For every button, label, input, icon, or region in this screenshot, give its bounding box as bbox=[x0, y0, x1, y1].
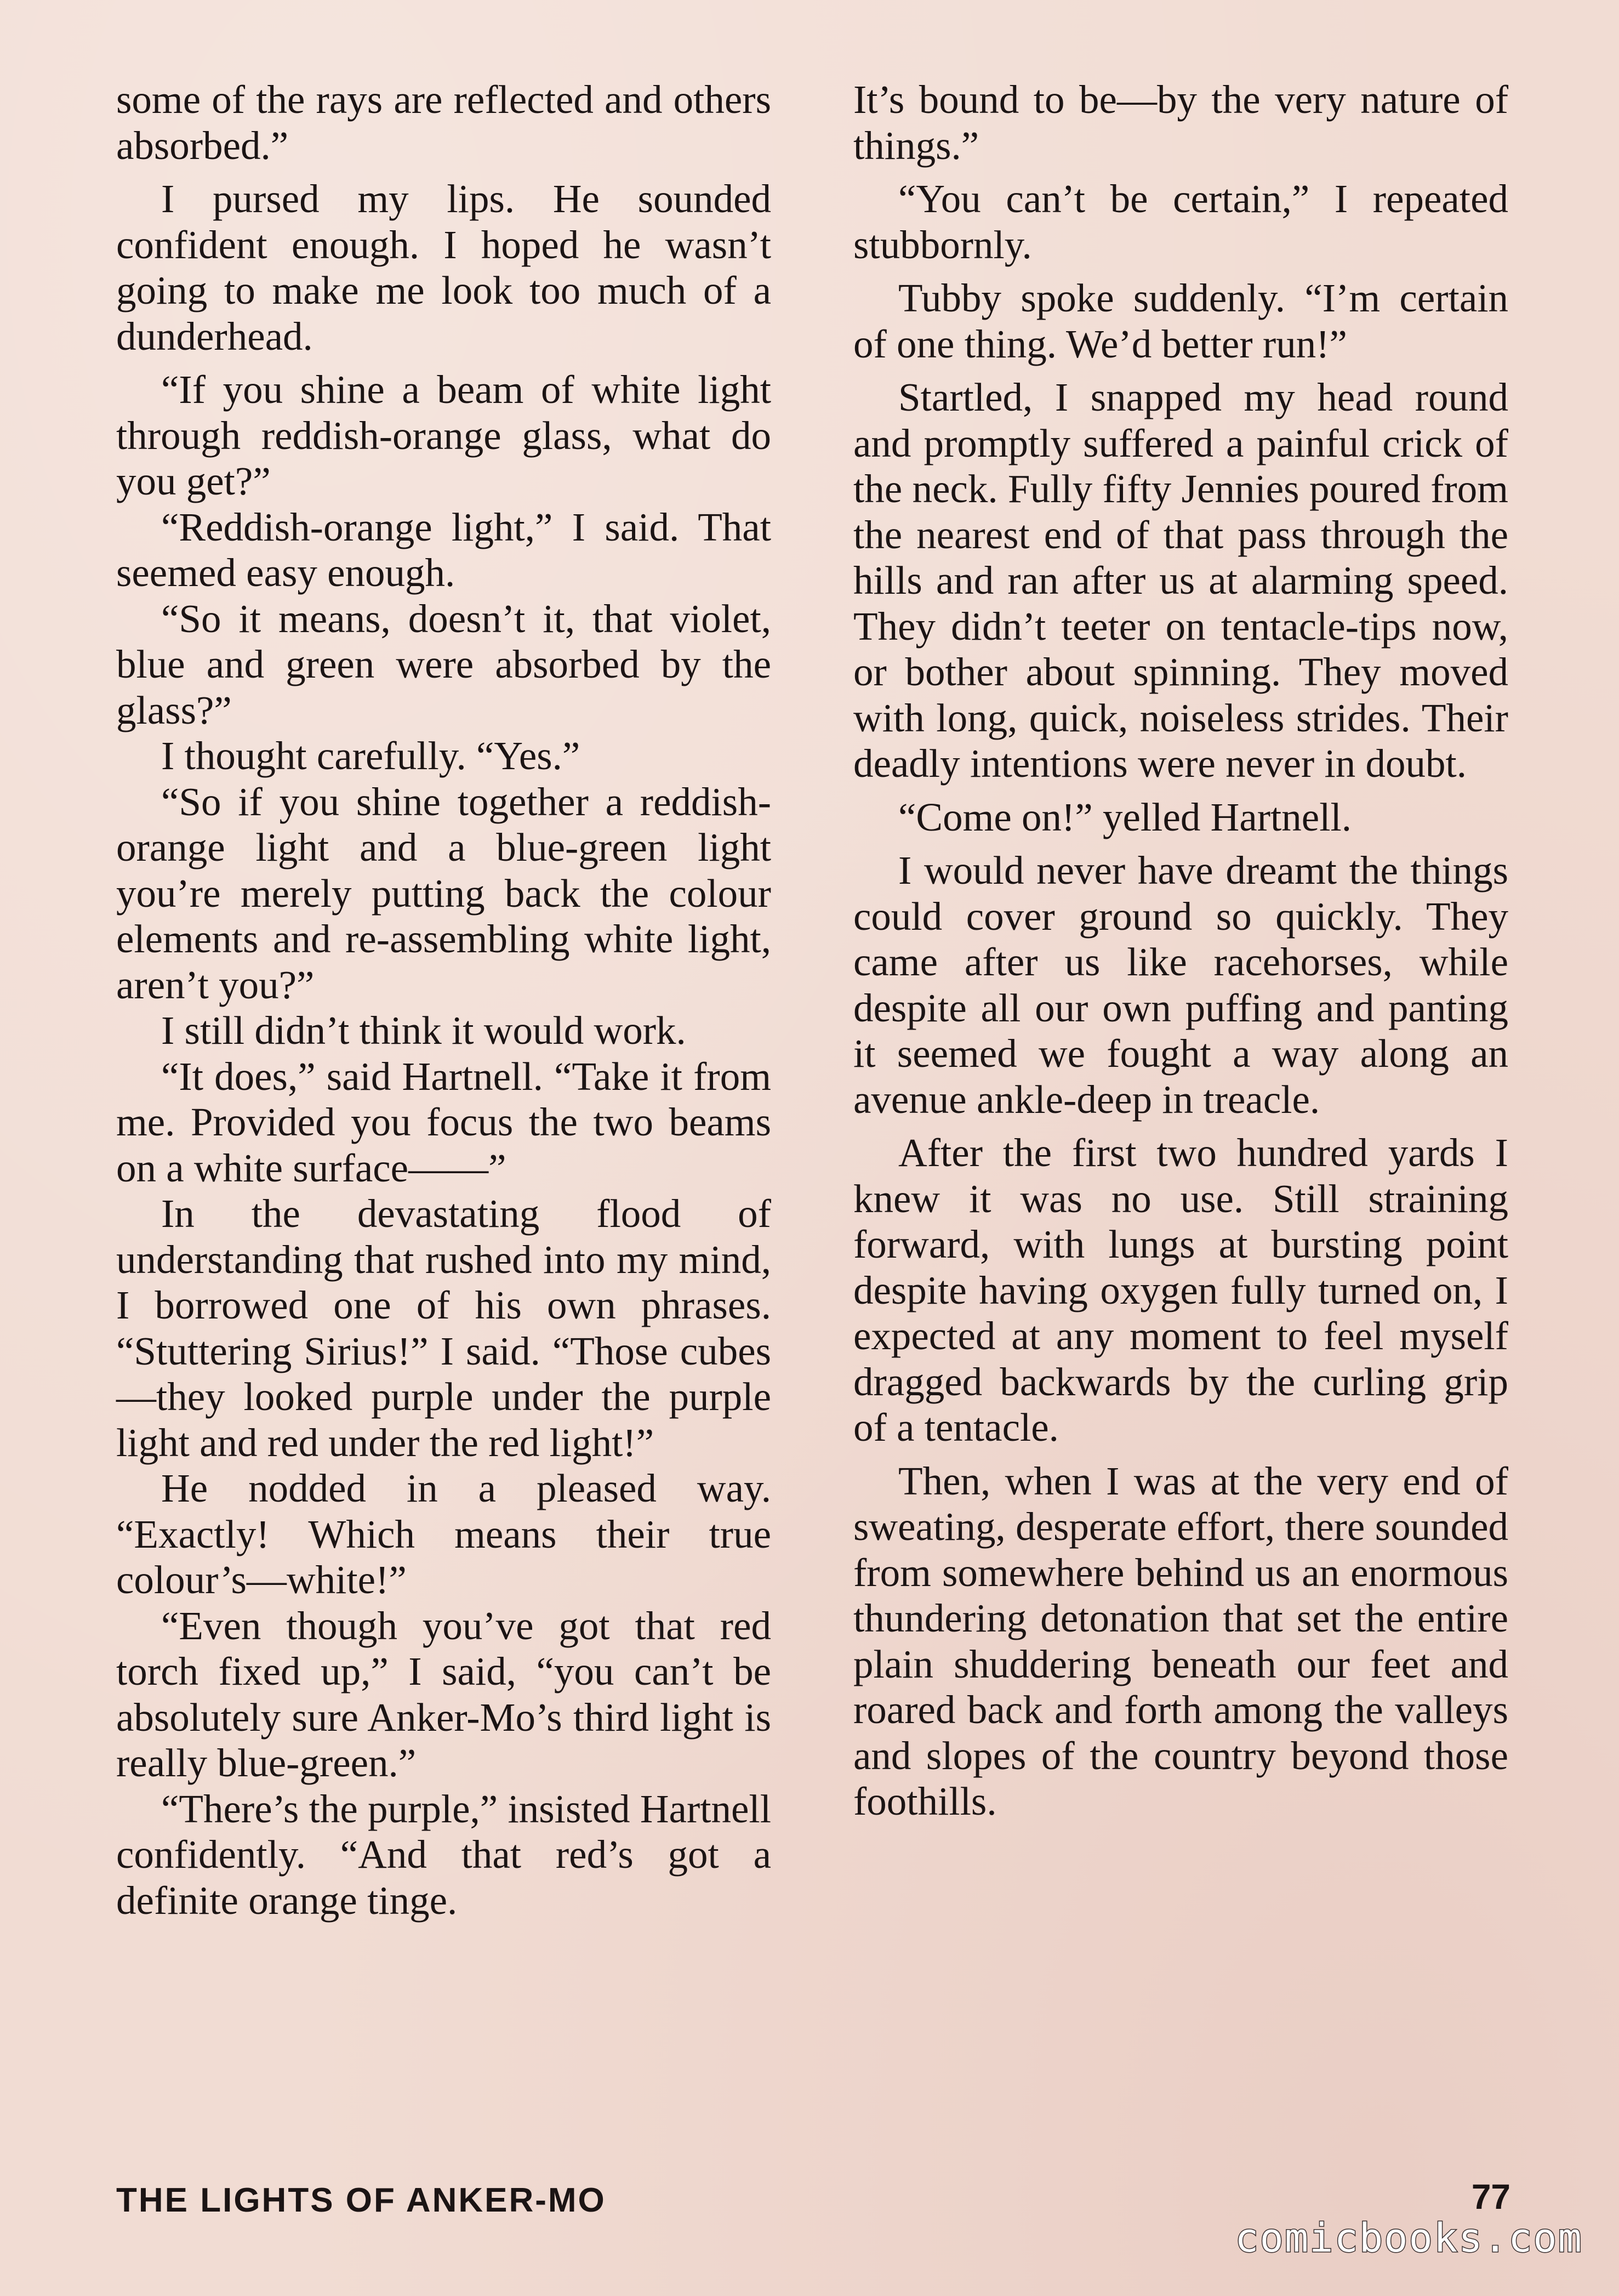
paragraph: After the first two hundred yards I knew it was no use. Still straining forward, with lungs at bursting point despite having oxygen fully turned on, I expected at any moment to feel myself dragged backwards by the curling grip of a tentacle. bbox=[853, 1130, 1508, 1450]
left-text-column bbox=[116, 77, 771, 1923]
paragraph: Then, when I was at the very end of sweating, desperate effort, there sounded from somewhere behind us an enormous thundering detonation that set the entire plain shuddering beneath our feet and roared back and forth among the valleys and slopes of the country beyond those foothills. bbox=[853, 1458, 1508, 1823]
paragraph: It’s bound to be—by the very nature of things.” bbox=[853, 77, 1508, 168]
running-footer-title: THE LIGHTS OF ANKER-MO bbox=[116, 2181, 606, 2219]
paragraph: I still didn’t think it would work. bbox=[161, 1008, 686, 1053]
paragraph: In the devastating flood of understanding that rushed into my mind, I borrowed one of his own phrases. “Stuttering Sirius!” I said. “Those cubes—they looked purple under the purple light and red under the red light!” bbox=[116, 1191, 771, 1465]
paragraph: “There’s the purple,” insisted Hartnell confidently. “And that red’s got a definite orange tinge. bbox=[116, 1786, 771, 1923]
paragraph: Startled, I snapped my head round and promptly suffered a painful crick of the neck. Fully fifty Jennies poured from the nearest end of that pass through the hills and ran after us at alarming speed. They didn’t teeter on tentacle-tips now, or bother about spinning. They moved with long, quick, noiseless strides. Their deadly intentions were never in doubt. bbox=[853, 375, 1508, 786]
page-number: 77 bbox=[1471, 2177, 1510, 2217]
paragraph: “Reddish-orange light,” I said. That seemed easy enough. bbox=[116, 504, 771, 595]
paragraph: I would never have dreamt the things could cover ground so quickly. They came after us like racehorses, while despite all our own puffing and panting it seemed we fought a way along an avenue ankle-deep in treacle. bbox=[853, 848, 1508, 1122]
paragraph: “Even though you’ve got that red torch fixed up,” I said, “you can’t be absolutely sure Anker-Mo’s third light is really blue-green.” bbox=[116, 1603, 771, 1785]
watermark: comicbooks.com bbox=[1235, 2215, 1583, 2261]
right-text-column bbox=[853, 77, 1508, 1825]
paragraph: some of the rays are reflected and others absorbed.” bbox=[116, 77, 771, 168]
paragraph: I pursed my lips. He sounded confident enough. I hoped he wasn’t going to make me look too much of a dunderhead. bbox=[116, 177, 771, 359]
paragraph: Tubby spoke suddenly. “I’m certain of one thing. We’d better run!” bbox=[853, 276, 1508, 366]
paragraph: “It does,” said Hartnell. “Take it from me. Provided you focus the two beams on a white surface——” bbox=[116, 1054, 771, 1190]
paragraph: He nodded in a pleased way. “Exactly! Which means their true colour’s—white!” bbox=[116, 1466, 771, 1602]
paragraph: “You can’t be certain,” I repeated stubbornly. bbox=[853, 177, 1508, 267]
paragraph: I thought carefully. “Yes.” bbox=[161, 734, 580, 778]
paragraph: “If you shine a beam of white light through reddish-orange glass, what do you get?” bbox=[116, 367, 771, 503]
paragraph: “So if you shine together a reddish-orange light and a blue-green light you’re merely putting back the colour elements and re-assembling white light, aren’t you?” bbox=[116, 779, 771, 1007]
paragraph: “Come on!” yelled Hartnell. bbox=[898, 794, 1352, 839]
paragraph: “So it means, doesn’t it, that violet, blue and green were absorbed by the glass?” bbox=[116, 596, 771, 732]
